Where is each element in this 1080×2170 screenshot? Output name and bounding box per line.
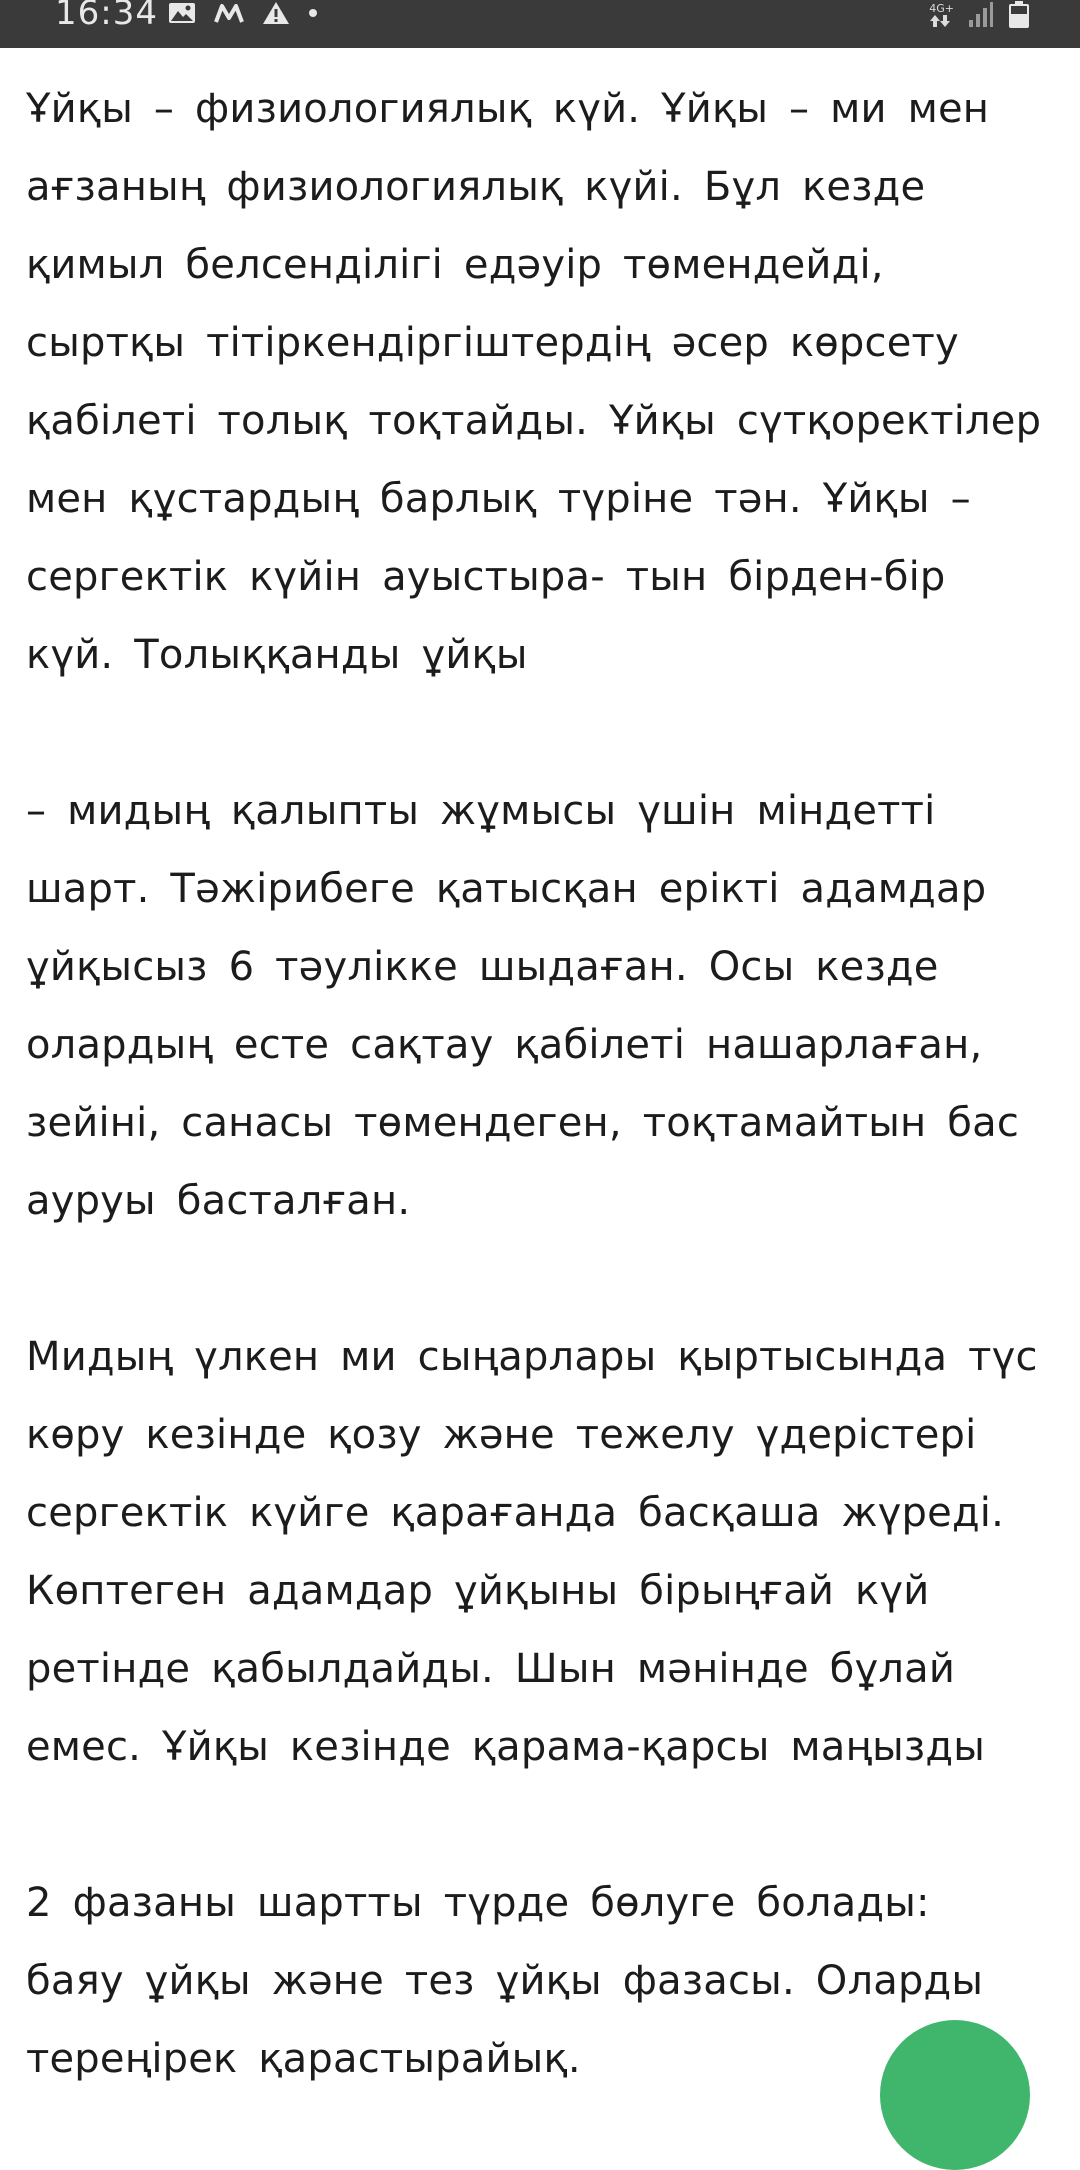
article-paragraph: Ұйқы – физиологиялық күй. Ұйқы – ми мен ағзаның физиологиялық күйі. Бұл кезде қимыл белсенділігі едәуір төмендейді, сыртқы тітіркендіргіштердің әсер көрсету қабілеті толық тоқтайды. Ұйқы сүтқоректілер мен құстардың барлық түріне тән. Ұйқы – сергектік күйін ауыстыра- тын бірден-бір күй. Толыққанды ұйқы — [26, 86, 1042, 678]
article-paragraph: – мидың қалыпты жұмысы үшін міндетті шарт. Тәжірибеге қатысқан ерікті адамдар ұйқысыз 6 тәулікке шыдаған. Осы кезде олардың есте сақтау қабілеті нашарлаған, зейіні, санасы төмендеген, тоқтамайтын бас ауруы басталған. — [26, 788, 1020, 1224]
floating-action-button[interactable] — [880, 2020, 1030, 2170]
status-icons-right — [929, 0, 1030, 30]
article-body — [26, 70, 1046, 2098]
signal-icon — [968, 2, 994, 28]
dot-icon — [308, 8, 318, 18]
battery-icon — [1008, 1, 1030, 29]
warning-icon — [262, 1, 290, 25]
article-paragraph: Мидың үлкен ми сыңарлары қыртысында түс көру кезінде қозу және тежелу үдерістері сергектік күйге қарағанда басқаша жүреді. Көптеген адамдар ұйқыны бірыңғай күй ретінде қабылдайды. Шын мәнінде бұлай емес. Ұйқы кезінде қарама-қарсы маңызды — [26, 1334, 1038, 1770]
image-icon — [168, 2, 196, 24]
status-icons-left — [168, 0, 318, 26]
network-indicator — [929, 3, 954, 28]
article-paragraph: 2 фазаны шартты түрде бөлуге болады: баяу ұйқы және тез ұйқы фазасы. Оларды тереңірек қарастырайық. — [26, 1880, 984, 2082]
app-notification-icon — [214, 2, 244, 24]
network-arrows-icon — [929, 14, 954, 28]
status-bar — [0, 0, 1080, 48]
network-label: 4G+ — [929, 1, 954, 15]
status-time: 16:34 — [55, 0, 158, 33]
